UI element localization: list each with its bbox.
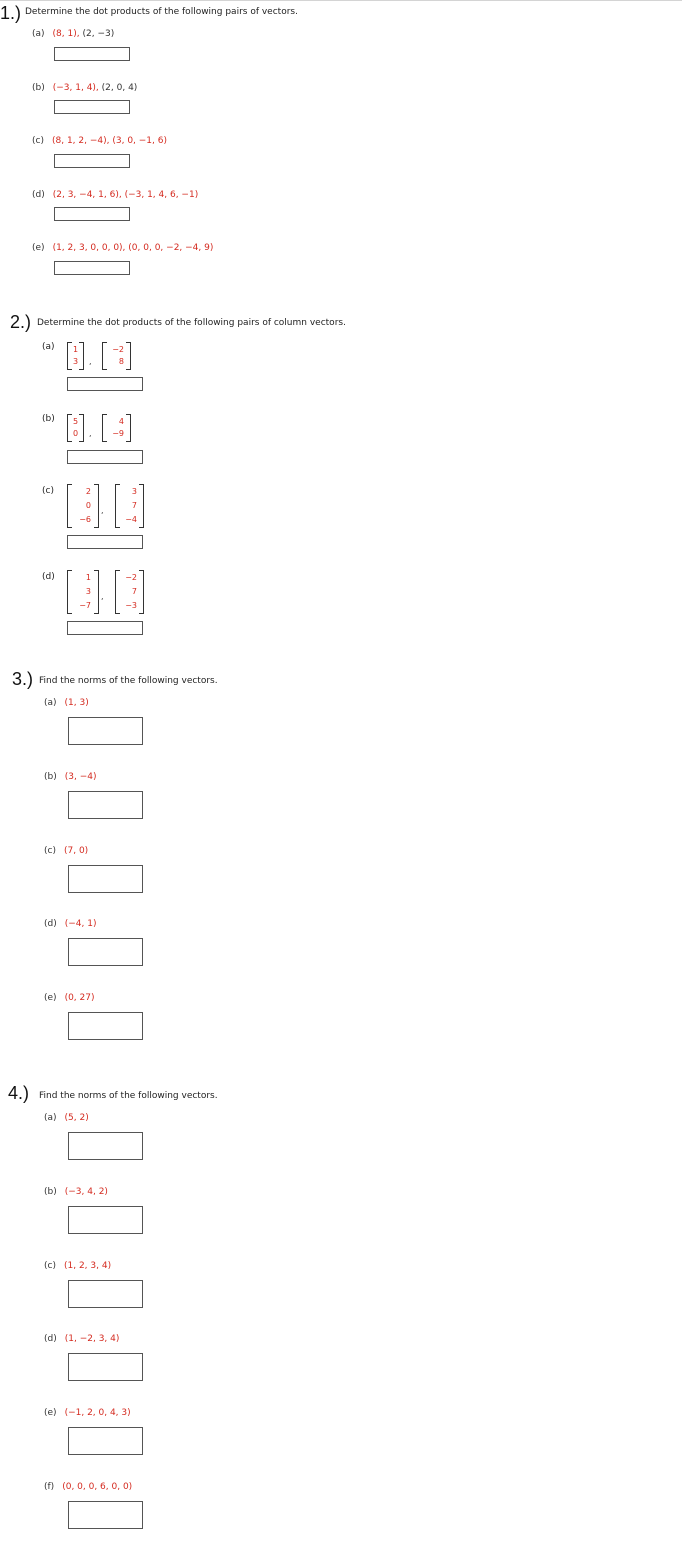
q1-part-d: [32, 190, 198, 200]
q1-part-e: [32, 243, 213, 253]
matrix-entry: −2: [112, 345, 124, 354]
matrix-entry: −9: [112, 429, 124, 438]
part-label: (a): [44, 698, 57, 708]
vector: (3, −4): [64, 772, 97, 782]
vector: (7, 0): [63, 846, 89, 856]
column-vector-2: [115, 570, 144, 614]
vector-1: (8, 1, 2, −4),: [51, 136, 110, 146]
q1-part-c: [32, 136, 167, 146]
vector: (1, −2, 3, 4): [64, 1334, 120, 1344]
part-label: (f): [44, 1482, 55, 1492]
vector-2: (3, 0, −1, 6): [112, 136, 167, 146]
vector-1: (1, 2, 3, 0, 0, 0),: [52, 243, 126, 253]
column-vector-1: [67, 414, 84, 442]
matrix-entry: 2: [85, 487, 91, 496]
part-label: (b): [42, 414, 55, 424]
q2-answer-b-input[interactable]: [67, 450, 143, 464]
q2-answer-d-input[interactable]: [67, 621, 143, 635]
part-label: (b): [32, 83, 45, 93]
matrix-entry: −6: [79, 515, 91, 524]
vector: (−1, 2, 0, 4, 3): [64, 1408, 131, 1418]
question-number: 4.): [8, 1083, 30, 1103]
vector: (1, 2, 3, 4): [63, 1261, 112, 1271]
part-label: (a): [42, 342, 55, 352]
q4-answer-a-input[interactable]: [68, 1132, 143, 1160]
part-label: (b): [44, 772, 57, 782]
part-label: (c): [44, 1261, 56, 1271]
question-prompt: Determine the dot products of the following pairs of vectors.: [25, 7, 298, 17]
q3-answer-c-input[interactable]: [68, 865, 143, 893]
part-label: (e): [44, 993, 57, 1003]
vector-2: (2, 0, 4): [101, 83, 138, 93]
q3-answer-a-input[interactable]: [68, 717, 143, 745]
q3-answer-e-input[interactable]: [68, 1012, 143, 1040]
column-vector-1: [67, 570, 99, 614]
question-number: 1.): [0, 3, 22, 23]
q3-part-d: [44, 919, 97, 929]
matrix-entry: 3: [72, 357, 79, 366]
matrix-entry: −7: [79, 601, 91, 610]
vector-1: (8, 1),: [52, 29, 80, 39]
vector: (5, 2): [64, 1113, 89, 1123]
matrix-entry: −4: [125, 515, 137, 524]
q2-answer-c-input[interactable]: [67, 535, 143, 549]
matrix-entry: 4: [118, 417, 124, 426]
q1-answer-a-input[interactable]: [54, 47, 130, 61]
q1-answer-d-input[interactable]: [54, 207, 130, 221]
separator-comma: ,: [89, 429, 92, 438]
matrix-entry: 7: [131, 501, 137, 510]
matrix-entry: −3: [125, 601, 137, 610]
separator-comma: ,: [101, 506, 104, 515]
vector: (0, 27): [64, 993, 95, 1003]
part-label: (d): [42, 572, 55, 582]
matrix-entry: 5: [72, 417, 79, 426]
part-label: (c): [44, 846, 56, 856]
q4-part-d: [44, 1334, 119, 1344]
top-divider: [0, 0, 682, 1]
part-label: (a): [32, 29, 45, 39]
vector-1: (−3, 1, 4),: [52, 83, 99, 93]
q4-part-b: [44, 1187, 108, 1197]
q3-part-c: [44, 846, 88, 856]
matrix-entry: 1: [72, 345, 79, 354]
column-vector-2: [102, 414, 131, 442]
matrix-entry: 1: [85, 573, 91, 582]
q3-answer-d-input[interactable]: [68, 938, 143, 966]
part-label: (d): [44, 919, 57, 929]
question-prompt: Find the norms of the following vectors.: [39, 676, 218, 686]
q1-part-a: [32, 29, 114, 39]
vector: (1, 3): [64, 698, 89, 708]
q3-answer-b-input[interactable]: [68, 791, 143, 819]
q4-answer-e-input[interactable]: [68, 1427, 143, 1455]
q4-part-c: [44, 1261, 111, 1271]
q2-answer-a-input[interactable]: [67, 377, 143, 391]
part-label: (c): [42, 486, 54, 496]
question-number: 2.): [10, 312, 32, 332]
part-label: (d): [32, 190, 45, 200]
separator-comma: ,: [89, 357, 92, 366]
vector: (−3, 4, 2): [64, 1187, 108, 1197]
part-label: (d): [44, 1334, 57, 1344]
part-label: (e): [32, 243, 45, 253]
column-vector-1: [67, 484, 99, 528]
column-vector-2: [115, 484, 144, 528]
separator-comma: ,: [101, 592, 104, 601]
matrix-entry: −2: [125, 573, 137, 582]
matrix-entry: 3: [131, 487, 137, 496]
matrix-entry: 0: [72, 429, 79, 438]
column-vector-1: [67, 342, 84, 370]
column-vector-2: [102, 342, 131, 370]
part-label: (c): [32, 136, 44, 146]
q3-part-a: [44, 698, 89, 708]
q1-answer-e-input[interactable]: [54, 261, 130, 275]
q4-answer-c-input[interactable]: [68, 1280, 143, 1308]
question-prompt: Determine the dot products of the following pairs of column vectors.: [37, 318, 346, 328]
vector-2: (−3, 1, 4, 6, −1): [124, 190, 199, 200]
vector-2: (0, 0, 0, −2, −4, 9): [128, 243, 214, 253]
question-number: 3.): [12, 669, 34, 689]
q3-part-b: [44, 772, 97, 782]
q4-answer-b-input[interactable]: [68, 1206, 143, 1234]
matrix-entry: 0: [85, 501, 91, 510]
vector-1: (2, 3, −4, 1, 6),: [52, 190, 122, 200]
q1-answer-c-input[interactable]: [54, 154, 130, 168]
q4-part-e: [44, 1408, 131, 1418]
part-label: (e): [44, 1408, 57, 1418]
q1-answer-b-input[interactable]: [54, 100, 130, 114]
vector-2: (2, −3): [82, 29, 115, 39]
q4-part-f: [44, 1482, 132, 1492]
q4-part-a: [44, 1113, 89, 1123]
question-prompt: Find the norms of the following vectors.: [39, 1091, 218, 1101]
q4-answer-d-input[interactable]: [68, 1353, 143, 1381]
part-label: (b): [44, 1187, 57, 1197]
vector: (0, 0, 0, 6, 0, 0): [62, 1482, 133, 1492]
matrix-entry: 8: [118, 357, 124, 366]
matrix-entry: 7: [131, 587, 137, 596]
matrix-entry: 3: [85, 587, 91, 596]
q1-part-b: [32, 83, 137, 93]
part-label: (a): [44, 1113, 57, 1123]
q3-part-e: [44, 993, 95, 1003]
q4-answer-f-input[interactable]: [68, 1501, 143, 1529]
vector: (−4, 1): [64, 919, 97, 929]
